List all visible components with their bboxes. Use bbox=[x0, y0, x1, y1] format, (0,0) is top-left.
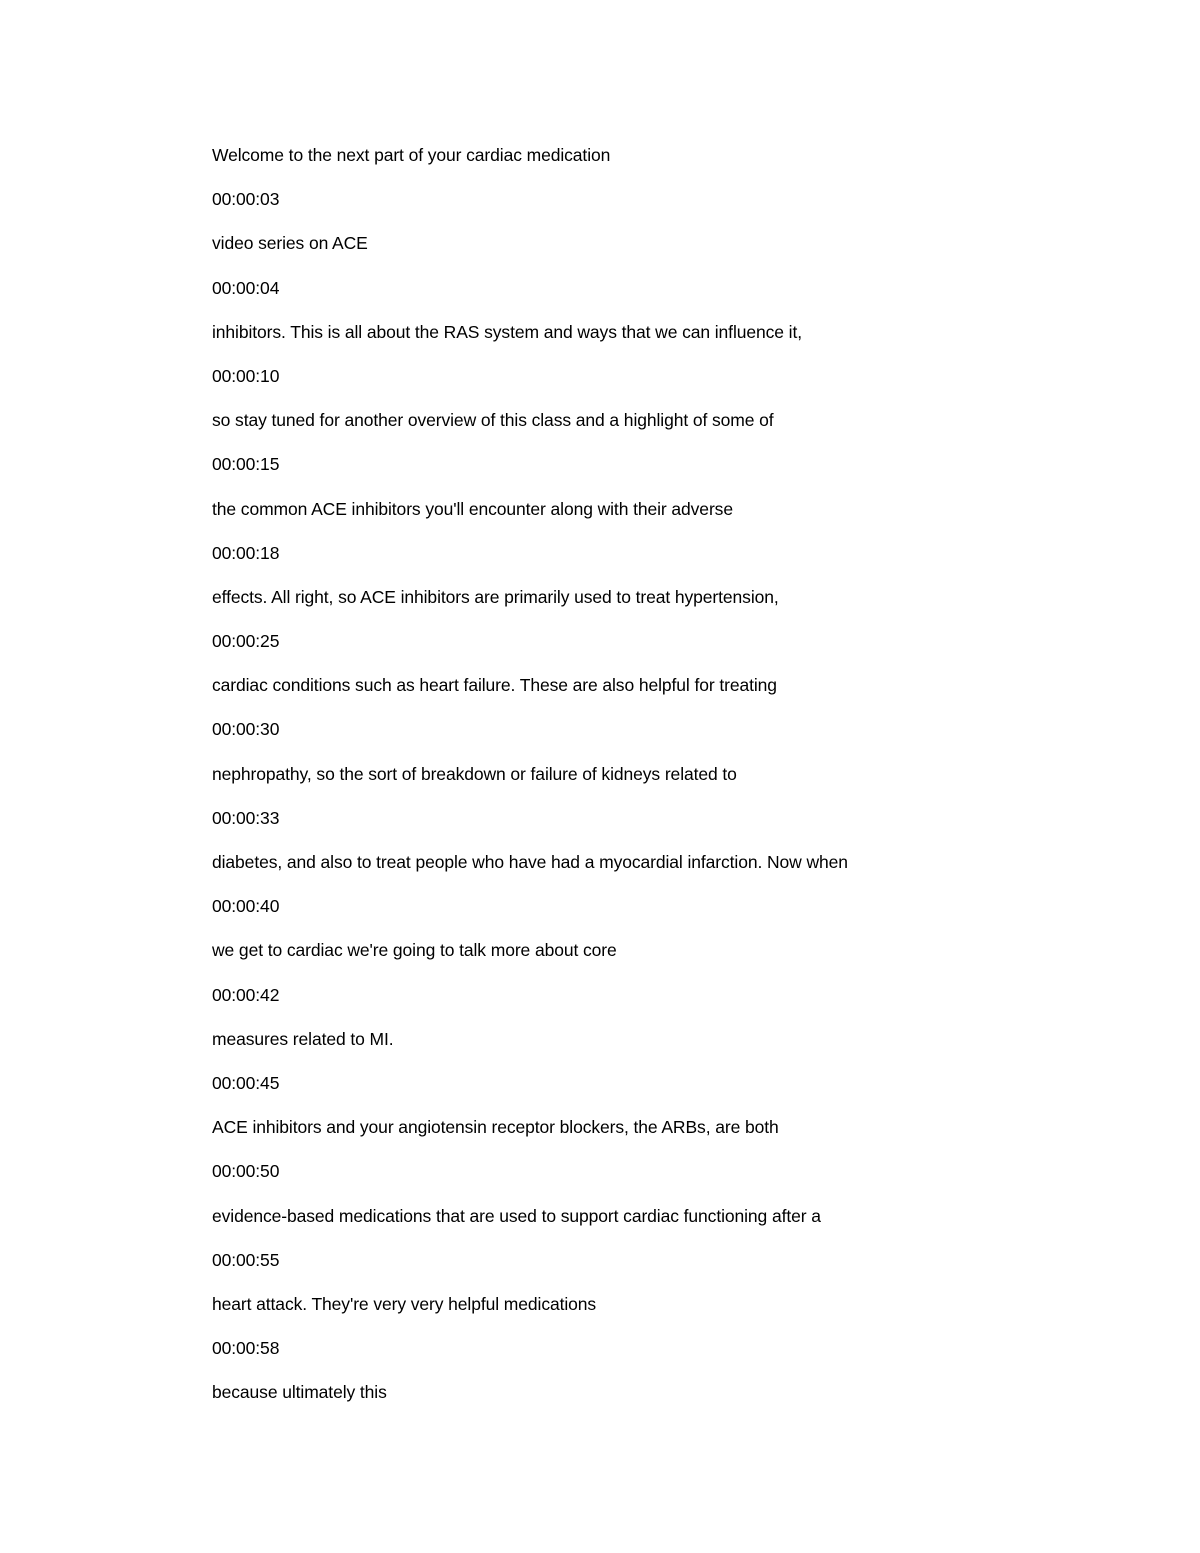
caption-text: measures related to MI. bbox=[212, 1028, 394, 1049]
timestamp: 00:00:03 bbox=[212, 189, 280, 210]
timestamp: 00:00:10 bbox=[212, 365, 280, 386]
timestamp: 00:00:58 bbox=[212, 1338, 280, 1359]
caption-text: diabetes, and also to treat people who have had a myocardial infarction. Now when bbox=[212, 852, 848, 872]
timestamp: 00:00:55 bbox=[212, 1249, 280, 1270]
transcript-body bbox=[212, 143, 1112, 1424]
timestamp: 00:00:42 bbox=[212, 984, 280, 1005]
timestamp: 00:00:50 bbox=[212, 1161, 280, 1182]
timestamp: 00:00:04 bbox=[212, 277, 280, 298]
caption-text: we get to cardiac we're going to talk more about core bbox=[212, 940, 617, 961]
caption-text: the common ACE inhibitors you'll encounter along with their adverse bbox=[212, 498, 733, 519]
timestamp: 00:00:45 bbox=[212, 1072, 280, 1093]
caption-text: so stay tuned for another overview of this class and a highlight of some of bbox=[212, 410, 774, 431]
timestamp: 00:00:15 bbox=[212, 454, 280, 475]
caption-text: because ultimately this bbox=[212, 1382, 387, 1403]
timestamp: 00:00:30 bbox=[212, 719, 280, 740]
caption-text: heart attack. They're very very helpful medications bbox=[212, 1293, 597, 1314]
timestamp: 00:00:18 bbox=[212, 542, 280, 563]
caption-text: inhibitors. This is all about the RAS system and ways that we can influence it, bbox=[212, 321, 802, 342]
timestamp: 00:00:33 bbox=[212, 807, 280, 828]
caption-text: evidence-based medications that are used to support cardiac functioning after a bbox=[212, 1205, 821, 1226]
timestamp: 00:00:25 bbox=[212, 631, 280, 652]
timestamp: 00:00:40 bbox=[212, 896, 280, 917]
caption-text: effects. All right, so ACE inhibitors are primarily used to treat hypertension, bbox=[212, 586, 779, 607]
caption-text: ACE inhibitors and your angiotensin receptor blockers, the ARBs, are both bbox=[212, 1117, 779, 1138]
caption-text: Welcome to the next part of your cardiac medication bbox=[212, 145, 611, 165]
caption-text: cardiac conditions such as heart failure. These are also helpful for treating bbox=[212, 675, 777, 696]
caption-text: video series on ACE bbox=[212, 233, 368, 254]
caption-text: nephropathy, so the sort of breakdown or failure of kidneys related to bbox=[212, 763, 737, 784]
